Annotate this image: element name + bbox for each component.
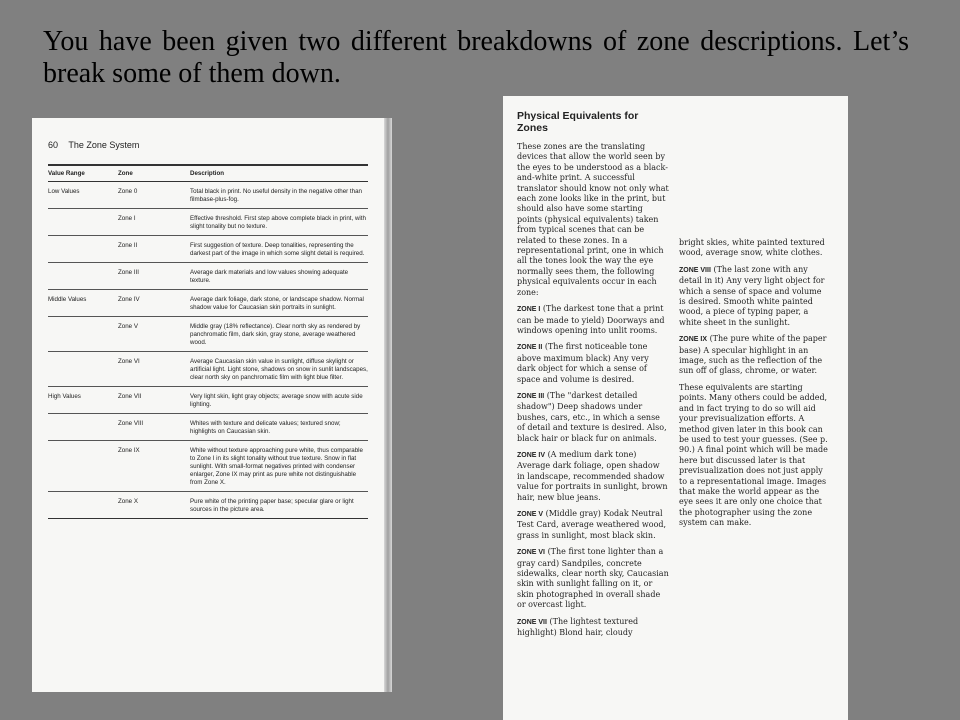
table-row [48,441,368,492]
zone-entry [517,617,669,639]
table-row [48,317,368,352]
row-value-range [48,358,118,382]
row-description: Pure white of the printing paper base; specular glare or light sources in the picture area. [190,498,354,513]
table-row [48,182,368,209]
row-value-range [48,447,118,487]
zone-entry-name: ZONE I [517,306,541,314]
row-zone: Zone IV [118,296,140,303]
zone-entry-name: ZONE II [517,344,543,352]
row-zone: Zone I [118,215,136,222]
row-value-range [48,323,118,347]
row-value-range [48,242,118,258]
zone-entry-name: ZONE VII [517,618,547,626]
text-column-right [679,238,829,535]
zone-entry [517,450,669,503]
continued-paragraph: bright skies, white painted textured wood, average snow, white clothes. [679,238,825,258]
table-row [48,387,368,414]
zone-entry-text: (The pure white of the paper base) A specular highlight in an image, such as the reflection of the sun off of glass, chrome, or water. [679,334,827,376]
row-description: Middle gray (18% reflectance). Clear north sky as rendered by panchromatic film, dark skin, gray stone, average weathered wood. [190,323,361,346]
row-zone: Zone II [118,242,138,249]
zone-entry [679,265,829,328]
zone-entry-text: (The "darkest detailed shadow") Deep shadows under bushes, cars, etc., in which a sense of detail and texture is desired. Also, black hair or black fur on animals. [517,390,667,443]
intro-paragraph: These zones are the translating devices that allow the world seen by the eyes to be understood as a black-and-white print. A successful translator should know not only what each zone looks like in the print, but should also have some starting points (physical equivalents) taken from typical scenes that can be related to these zones. In a representational print, one in which all the tones look the way the eye normally sees them, the following physical equivalents occur in each zone: [517,142,669,297]
row-description: Average dark foliage, dark stone, or landscape shadow. Normal shadow value for Caucasian skin portraits in sunlight. [190,296,364,311]
zone-entry-text: (The first noticeable tone above maximum black) Any very dark object for which a sense of space and volume is desired. [517,342,649,384]
row-zone: Zone VIII [118,420,144,427]
zone-entry-name: ZONE III [517,392,545,400]
row-zone: Zone X [118,498,138,505]
row-value-range: Middle Values [48,296,87,303]
running-head: The Zone System [68,140,140,150]
row-description: Average Caucasian skin value in sunlight, diffuse skylight or artificial light. Light stone, shadows on snow in sunlit landscapes, clear north sky on panchromatic film with light blue filter. [190,358,368,381]
column-header-value-range: Value Range [48,169,85,177]
zone-entry-name: ZONE VIII [679,266,711,274]
row-value-range [48,269,118,285]
page-number: 60 [48,140,59,150]
row-value-range: Low Values [48,188,80,195]
slide-title: You have been given two different breakdowns of zone descriptions. Let’s break some of them down. [43,26,909,89]
row-value-range: High Values [48,393,81,400]
row-zone: Zone IX [118,447,140,454]
table-row [48,236,368,263]
row-description: Average dark materials and low values showing adequate texture. [190,269,349,284]
zone-entry [517,304,669,336]
row-zone: Zone VI [118,358,140,365]
row-zone: Zone 0 [118,188,138,195]
row-description: First suggestion of texture. Deep tonalities, representing the darkest part of the image in which some slight detail is required. [190,242,365,257]
table-header-row [48,166,368,181]
row-value-range [48,215,118,231]
row-zone: Zone V [118,323,138,330]
zone-entry-name: ZONE IX [679,336,708,344]
table-row [48,290,368,317]
page-header [48,140,139,150]
zone-entry [517,509,669,541]
row-description: Whites with texture and delicate values; textured snow; highlights on Caucasian skin. [190,420,341,435]
zone-table [48,164,368,519]
zone-entry-text: (The darkest tone that a print can be made to yield) Doorways and windows opening into unlit rooms. [517,304,665,335]
zone-entry-text: (The first tone lighter than a gray card) Sandpiles, concrete sidewalks, clear north sky, Caucasian skin with sunlight falling on it, or skin photographed in overall shade or overcast light. [517,547,669,610]
row-value-range [48,498,118,514]
zone-entry-text: (Middle gray) Kodak Neutral Test Card, average weathered wood, grass in sunlight, most black skin. [517,509,667,540]
column-header-description: Description [190,169,225,177]
zone-entry-name: ZONE IV [517,451,546,459]
row-description: Effective threshold. First step above complete black in print, with slight tonality but no texture. [190,215,366,230]
section-heading: Physical Equivalents for Zones [517,110,639,134]
zone-entry [517,342,669,385]
closing-paragraph: These equivalents are starting points. Many others could be added, and in fact trying to do so will aid your previsualization efforts. A method given later in this book can be used to test your guesses. (See p. 90.) A final point which will be made here but discussed later is that previsualization does not just apply to a representational image. Images that make the world appear as the eye sees it are only one choice that the photographer using the zone system can make. [679,382,828,528]
table-row [48,352,368,387]
zone-entry [679,334,829,377]
zone-entry [517,391,669,444]
text-column-left [517,110,669,644]
row-description: White without texture approaching pure white, thus comparable to Zone I in its slight tonality without true texture. Snow in flat sunlight. With small-format negatives printed with condenser enlarger, Zone IX may print as pure white not distinguishable from Zone X. [190,447,364,486]
zone-entry-name: ZONE VI [517,549,546,557]
row-description: Very light skin, light gray objects; average snow with acute side lighting. [190,393,363,408]
row-value-range [48,420,118,436]
row-zone: Zone VII [118,393,142,400]
zone-entry-text: (The lightest textured highlight) Blond hair, cloudy [517,616,639,638]
zone-entry-text: (The last zone with any detail in it) Any very light object for which a sense of space and volume is desired. Smooth white painted wood, a piece of typing paper, a white sheet in the sunlight. [679,264,825,327]
table-row [48,492,368,519]
table-row [48,209,368,236]
row-zone: Zone III [118,269,139,276]
zone-table-page-scan [32,118,392,692]
zone-entry-text: (A medium dark tone) Average dark foliage, open shadow in landscape, recommended shadow value for portraits in sunlight, brown hair, new blue jeans. [517,449,668,502]
table-row [48,263,368,290]
physical-equivalents-page-scan [503,96,848,720]
zone-entry-name: ZONE V [517,511,544,518]
scan-edge [384,118,392,692]
zone-entry [517,547,669,610]
table-row [48,414,368,441]
column-header-zone: Zone [118,169,133,177]
row-description: Total black in print. No useful density in the negative other than filmbase-plus-fog. [190,188,362,203]
